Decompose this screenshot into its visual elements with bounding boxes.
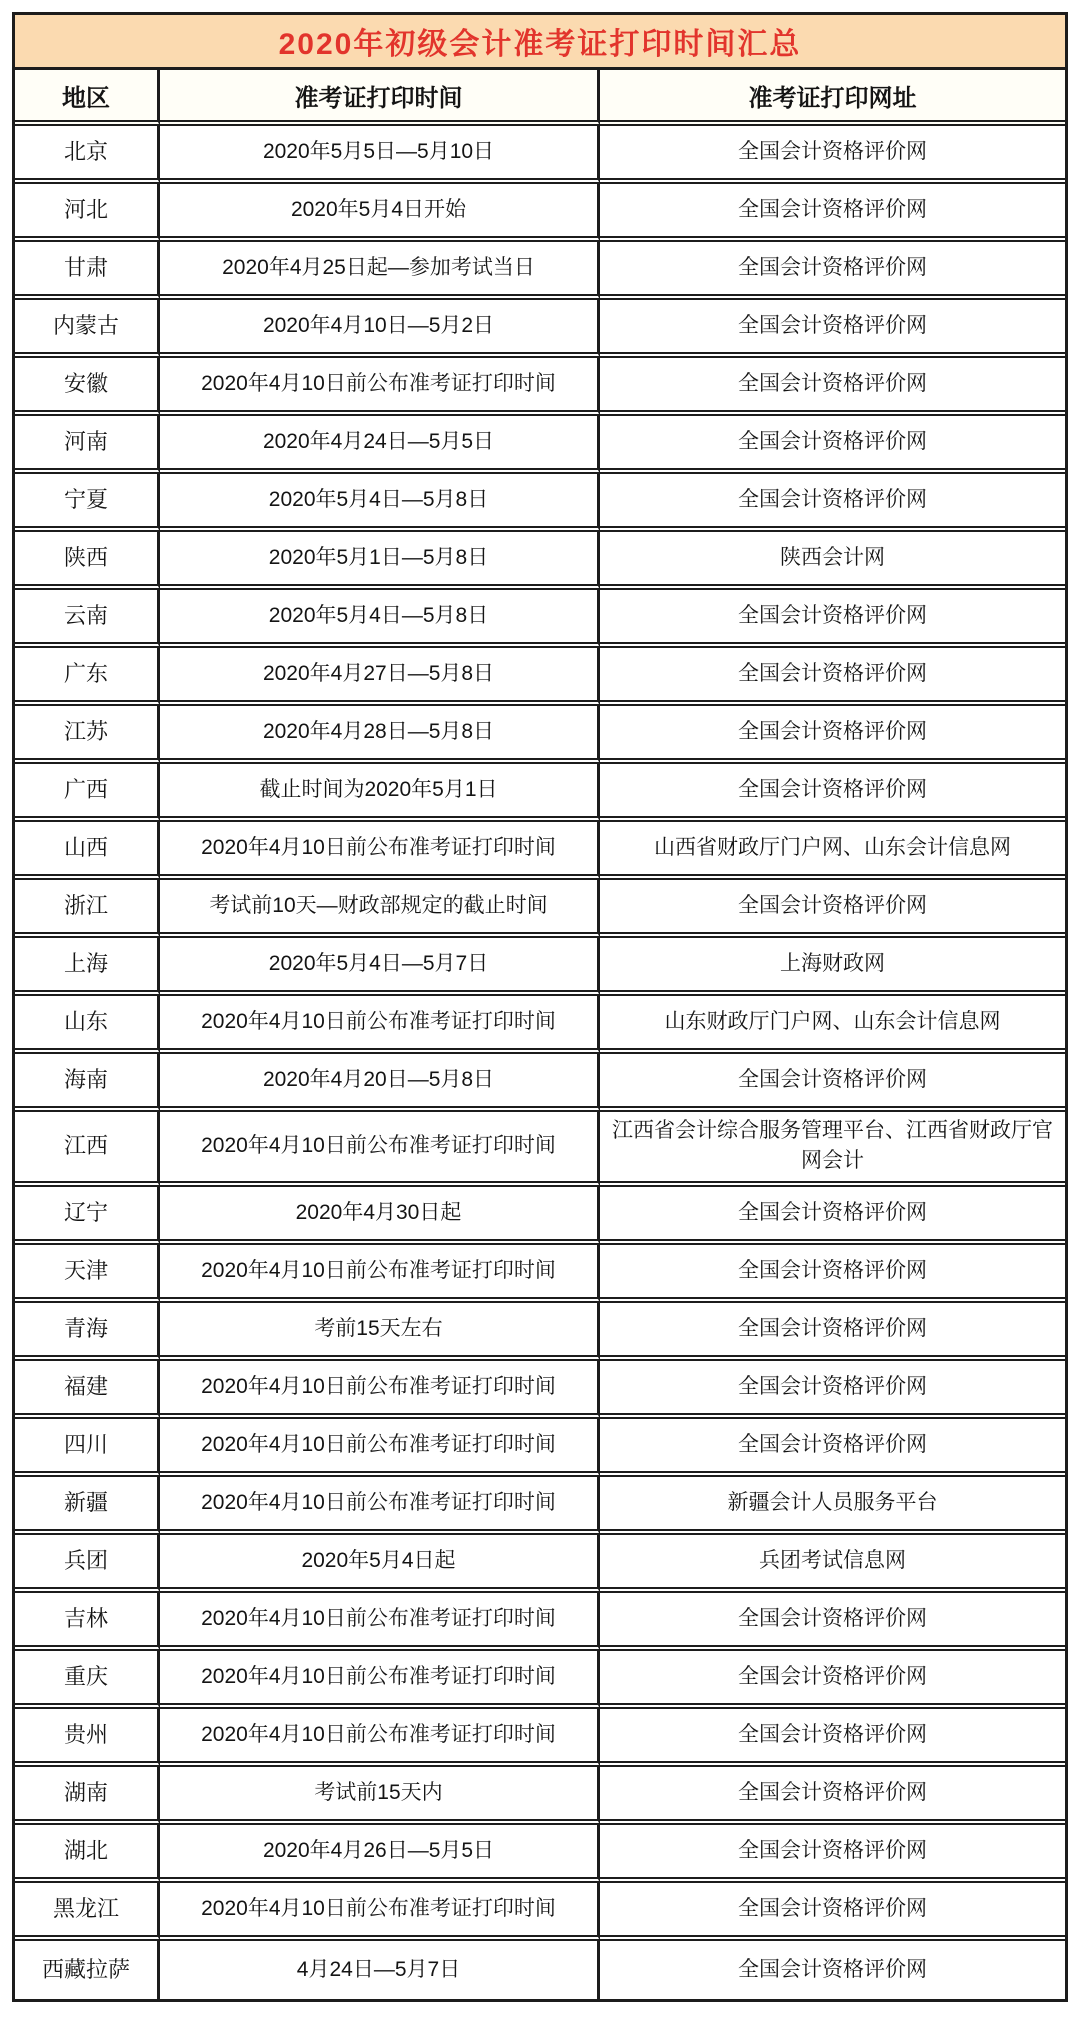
print-site-cell: 全国会计资格评价网 [600,1709,1065,1767]
table-row [15,648,1065,706]
print-time-cell: 2020年4月30日起 [160,1187,600,1245]
column-header-region: 地区 [15,70,160,126]
table-row [15,1419,1065,1477]
table-row [15,242,1065,300]
print-time-cell: 2020年4月10日前公布准考证打印时间 [160,996,600,1054]
table-row [15,1825,1065,1883]
region-cell: 江苏 [15,706,160,764]
print-time-cell: 2020年4月28日—5月8日 [160,706,600,764]
print-site-cell: 全国会计资格评价网 [600,1187,1065,1245]
print-time-cell: 2020年4月25日起—参加考试当日 [160,242,600,300]
region-cell: 陕西 [15,532,160,590]
print-site-cell: 全国会计资格评价网 [600,358,1065,416]
table-row [15,1535,1065,1593]
region-cell: 上海 [15,938,160,996]
print-time-cell: 2020年4月10日前公布准考证打印时间 [160,1651,600,1709]
table-row [15,532,1065,590]
region-cell: 贵州 [15,1709,160,1767]
print-site-cell: 上海财政网 [600,938,1065,996]
print-time-cell: 2020年4月10日—5月2日 [160,300,600,358]
table-row [15,416,1065,474]
table-row [15,1245,1065,1303]
column-header-print-time: 准考证打印时间 [160,70,600,126]
table-row [15,822,1065,880]
print-site-cell: 山西省财政厅门户网、山东会计信息网 [600,822,1065,880]
table-row [15,764,1065,822]
print-site-cell: 全国会计资格评价网 [600,1651,1065,1709]
print-time-cell: 2020年4月10日前公布准考证打印时间 [160,1112,600,1187]
table-row [15,1709,1065,1767]
region-cell: 广西 [15,764,160,822]
print-site-cell: 全国会计资格评价网 [600,880,1065,938]
print-time-cell: 2020年4月10日前公布准考证打印时间 [160,1245,600,1303]
region-cell: 新疆 [15,1477,160,1535]
table-row [15,1187,1065,1245]
table-row [15,1112,1065,1187]
print-time-cell: 2020年5月4日—5月7日 [160,938,600,996]
print-site-cell: 全国会计资格评价网 [600,1593,1065,1651]
region-cell: 宁夏 [15,474,160,532]
print-site-cell: 全国会计资格评价网 [600,1361,1065,1419]
print-time-cell: 截止时间为2020年5月1日 [160,764,600,822]
table-row [15,184,1065,242]
region-cell: 黑龙江 [15,1883,160,1941]
table-row [15,126,1065,184]
table-header-row [15,70,1065,126]
print-time-cell: 2020年5月1日—5月8日 [160,532,600,590]
print-site-cell: 全国会计资格评价网 [600,1883,1065,1941]
region-cell: 江西 [15,1112,160,1187]
region-cell: 内蒙古 [15,300,160,358]
print-site-cell: 全国会计资格评价网 [600,1245,1065,1303]
table-row [15,706,1065,764]
print-site-cell: 全国会计资格评价网 [600,1303,1065,1361]
print-time-cell: 2020年5月4日—5月8日 [160,474,600,532]
table-title: 2020年初级会计准考证打印时间汇总 [15,15,1065,70]
region-cell: 四川 [15,1419,160,1477]
region-cell: 云南 [15,590,160,648]
table-row [15,1883,1065,1941]
print-time-cell: 2020年4月24日—5月5日 [160,416,600,474]
table-row [15,474,1065,532]
region-cell: 广东 [15,648,160,706]
print-time-cell: 2020年5月4日开始 [160,184,600,242]
region-cell: 河北 [15,184,160,242]
table-row [15,996,1065,1054]
print-time-cell: 2020年5月4日—5月8日 [160,590,600,648]
print-time-cell: 2020年4月26日—5月5日 [160,1825,600,1883]
print-time-cell: 2020年5月4日起 [160,1535,600,1593]
admission-ticket-print-table [12,12,1068,2002]
print-site-cell: 全国会计资格评价网 [600,300,1065,358]
print-site-cell: 江西省会计综合服务管理平台、江西省财政厅官网会计 [600,1112,1065,1187]
print-site-cell: 全国会计资格评价网 [600,764,1065,822]
table-row [15,1767,1065,1825]
region-cell: 天津 [15,1245,160,1303]
print-site-cell: 全国会计资格评价网 [600,126,1065,184]
region-cell: 浙江 [15,880,160,938]
table-row [15,358,1065,416]
print-site-cell: 全国会计资格评价网 [600,416,1065,474]
region-cell: 甘肃 [15,242,160,300]
table-body [15,126,1065,1999]
region-cell: 湖南 [15,1767,160,1825]
region-cell: 重庆 [15,1651,160,1709]
table-row [15,938,1065,996]
print-site-cell: 全国会计资格评价网 [600,242,1065,300]
print-time-cell: 考前15天左右 [160,1303,600,1361]
print-time-cell: 2020年4月20日—5月8日 [160,1054,600,1112]
print-site-cell: 新疆会计人员服务平台 [600,1477,1065,1535]
print-time-cell: 2020年4月10日前公布准考证打印时间 [160,1709,600,1767]
print-time-cell: 2020年4月10日前公布准考证打印时间 [160,1883,600,1941]
table-row [15,1651,1065,1709]
region-cell: 吉林 [15,1593,160,1651]
region-cell: 河南 [15,416,160,474]
print-site-cell: 全国会计资格评价网 [738,1957,927,1981]
print-site-cell: 兵团考试信息网 [600,1535,1065,1593]
print-time-cell: 2020年5月5日—5月10日 [160,126,600,184]
column-header-print-site: 准考证打印网址 [600,70,1065,126]
table-row [15,1941,1065,1999]
print-site-cell: 全国会计资格评价网 [600,184,1065,242]
print-time-cell: 2020年4月10日前公布准考证打印时间 [160,822,600,880]
table-row [15,590,1065,648]
table-row [15,1361,1065,1419]
region-cell: 辽宁 [15,1187,160,1245]
print-time-cell: 2020年4月10日前公布准考证打印时间 [160,1593,600,1651]
print-time-cell: 2020年4月10日前公布准考证打印时间 [160,1477,600,1535]
print-site-cell: 全国会计资格评价网 [600,1825,1065,1883]
region-cell: 山东 [15,996,160,1054]
table-row [15,1303,1065,1361]
region-cell: 山西 [15,822,160,880]
table-row [15,1593,1065,1651]
region-cell: 北京 [15,126,160,184]
print-time-cell: 2020年4月10日前公布准考证打印时间 [160,358,600,416]
region-cell: 青海 [15,1303,160,1361]
print-time-cell: 考试前10天—财政部规定的截止时间 [160,880,600,938]
region-cell: 安徽 [15,358,160,416]
table-row [15,1054,1065,1112]
print-time-cell: 2020年4月10日前公布准考证打印时间 [160,1419,600,1477]
print-site-cell: 陕西会计网 [600,532,1065,590]
print-site-cell: 全国会计资格评价网 [600,590,1065,648]
title-row [15,15,1065,70]
table-row [15,880,1065,938]
print-site-cell: 全国会计资格评价网 [600,1767,1065,1825]
print-time-cell: 2020年4月27日—5月8日 [160,648,600,706]
region-cell: 西藏拉萨 [15,1941,160,1999]
region-cell: 兵团 [15,1535,160,1593]
print-time-cell: 4月24日—5月7日 [160,1941,600,1999]
print-site-cell: 全国会计资格评价网 [600,1419,1065,1477]
print-site-cell: 全国会计资格评价网 [600,474,1065,532]
print-site-cell: 全国会计资格评价网 [600,648,1065,706]
table-row [15,300,1065,358]
print-site-cell: 全国会计资格评价网 [600,706,1065,764]
region-cell: 海南 [15,1054,160,1112]
print-site-cell: 全国会计资格评价网 [600,1054,1065,1112]
region-cell: 湖北 [15,1825,160,1883]
print-time-cell: 2020年4月10日前公布准考证打印时间 [160,1361,600,1419]
print-site-cell: 山东财政厅门户网、山东会计信息网 [600,996,1065,1054]
region-cell: 福建 [15,1361,160,1419]
table-row [15,1477,1065,1535]
print-time-cell: 考试前15天内 [160,1767,600,1825]
